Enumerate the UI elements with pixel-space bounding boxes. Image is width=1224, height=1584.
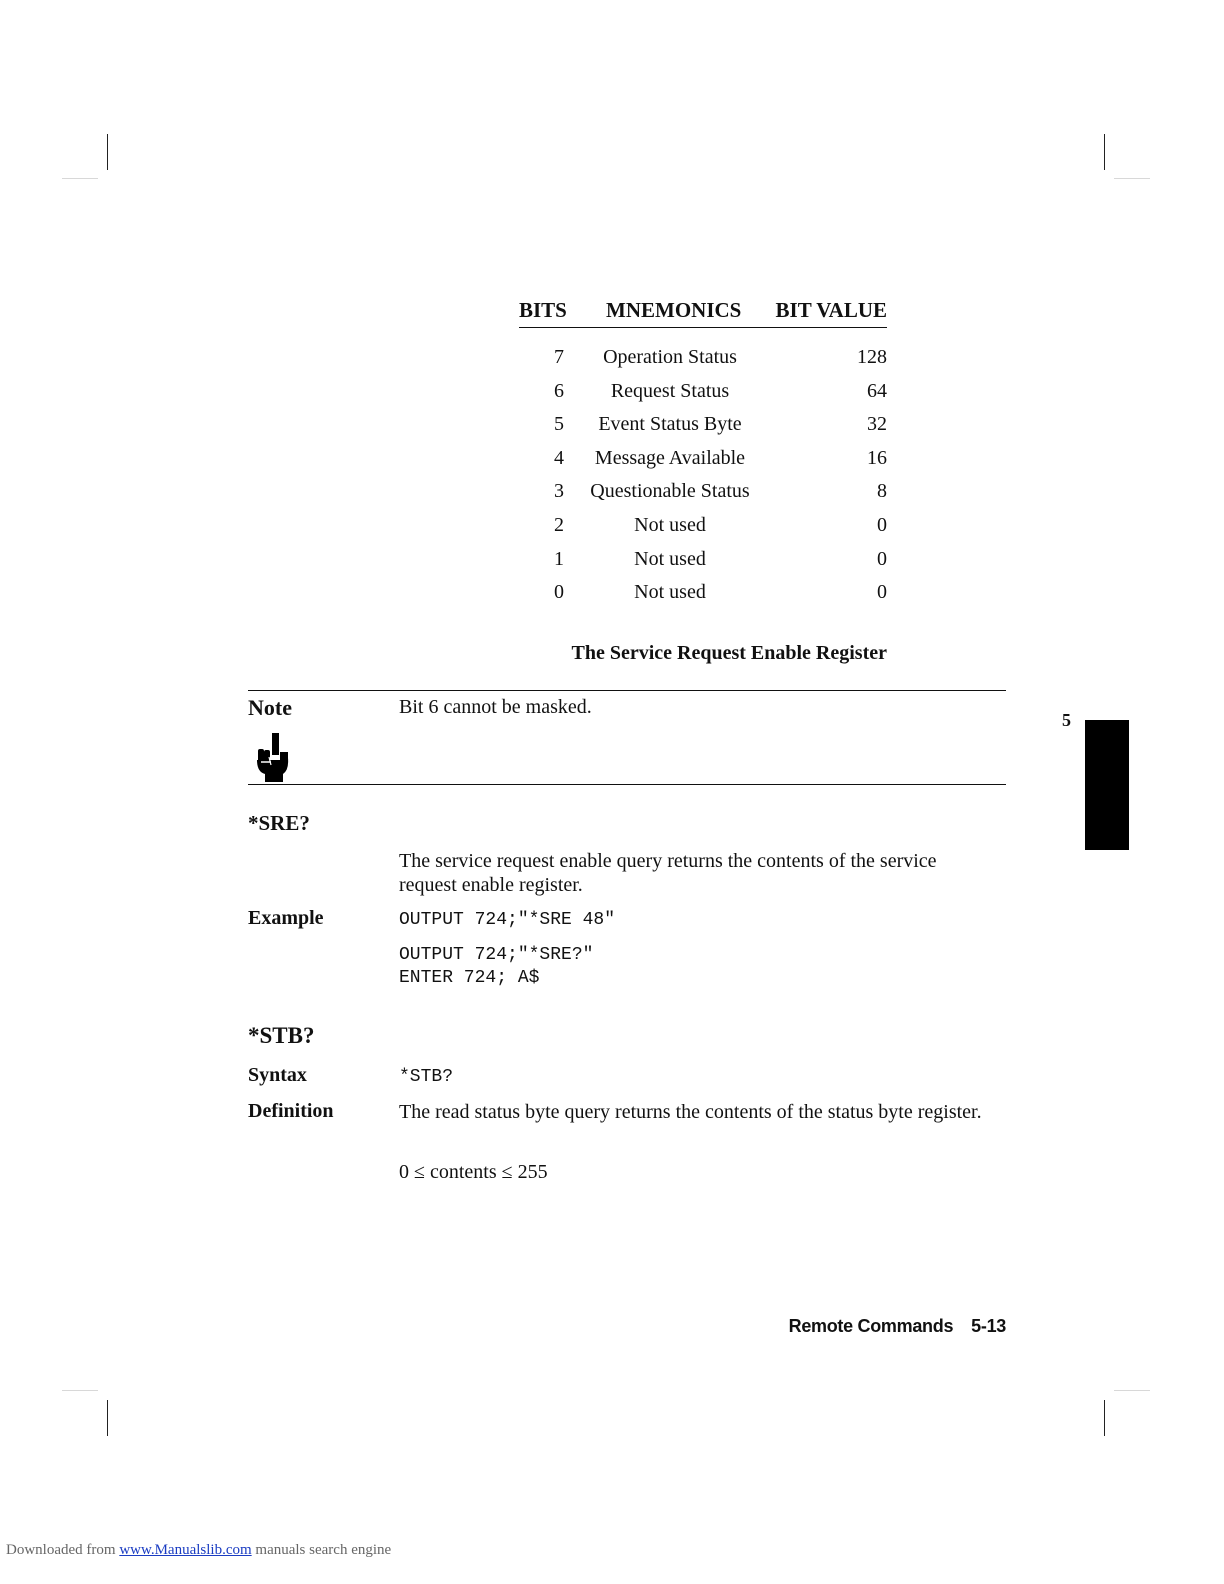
example-label: Example <box>248 907 324 929</box>
note-label: Note <box>248 695 292 720</box>
table-row <box>519 510 887 544</box>
crop-mark-bottom-right-h <box>1114 1390 1150 1391</box>
cell-value: 0 <box>877 513 887 536</box>
example-line-1: OUTPUT 724;"*SRE 48" <box>399 910 616 930</box>
crop-mark-bottom-left <box>107 1400 108 1436</box>
crop-mark-top-right-h <box>1114 178 1150 179</box>
footer-section: Remote Commands <box>788 1316 954 1336</box>
syntax-value: *STB? <box>399 1067 454 1087</box>
chapter-tab-number: 5 <box>1062 710 1071 730</box>
header-bit-value: BIT VALUE <box>775 298 887 322</box>
cell-bit: 4 <box>554 446 564 469</box>
bit-table <box>519 296 887 611</box>
cell-value: 0 <box>877 581 887 604</box>
crop-mark-bottom-left-h <box>62 1390 98 1391</box>
syntax-label: Syntax <box>248 1064 307 1086</box>
cell-bit: 1 <box>554 547 564 570</box>
chapter-tab-marker <box>1085 720 1129 850</box>
cell-value: 32 <box>867 413 887 436</box>
crop-mark-bottom-right <box>1104 1400 1105 1436</box>
definition-text: The read status byte query returns the contents of the status byte register. <box>399 1101 982 1123</box>
cell-value: 8 <box>877 480 887 503</box>
manualslib-link[interactable]: www.Manualslib.com <box>119 1542 252 1558</box>
note-top-rule <box>248 690 1006 691</box>
cell-mnemonic: Not used <box>634 513 706 536</box>
header-mnemonics: MNEMONICS <box>606 298 742 322</box>
cell-value: 64 <box>867 379 887 402</box>
table-body <box>519 328 887 611</box>
note-text: Bit 6 cannot be masked. <box>399 696 592 718</box>
stb-heading: *STB? <box>248 1023 315 1048</box>
download-prefix: Downloaded from <box>6 1542 120 1558</box>
cell-bit: 7 <box>554 346 564 368</box>
table-row <box>519 476 887 510</box>
table-row <box>519 544 887 578</box>
cell-bit: 3 <box>554 480 564 503</box>
header-bits: BITS <box>519 298 567 322</box>
cell-mnemonic: Request Status <box>610 379 730 402</box>
cell-bit: 0 <box>554 581 564 604</box>
table-row <box>519 443 887 477</box>
definition-label: Definition <box>248 1100 334 1122</box>
cell-bit: 6 <box>554 379 564 402</box>
crop-mark-top-left-h <box>62 178 98 179</box>
cell-mnemonic: Not used <box>634 547 706 570</box>
table-header <box>519 296 887 328</box>
sre-description: The service request enable query returns the contents of the service request enable register. <box>399 850 937 896</box>
cell-mnemonic: Not used <box>634 581 706 604</box>
sre-heading: *SRE? <box>248 811 310 835</box>
cell-mnemonic: Questionable Status <box>590 480 750 503</box>
crop-mark-top-left <box>107 134 108 170</box>
table-row <box>519 577 887 611</box>
note-bottom-rule <box>248 784 1006 785</box>
table-caption: The Service Request Enable Register <box>571 642 887 664</box>
cell-value: 16 <box>867 446 887 469</box>
cell-mnemonic: Operation Status <box>603 346 737 368</box>
example-line-2: OUTPUT 724;"*SRE?" <box>399 945 594 965</box>
page-footer <box>789 1316 1006 1337</box>
table-row <box>519 409 887 443</box>
footer-page-number: 5-13 <box>971 1316 1006 1336</box>
table-row <box>519 342 887 376</box>
cell-mnemonic: Message Available <box>594 446 746 469</box>
contents-range: 0 ≤ contents ≤ 255 <box>399 1161 548 1183</box>
cell-value: 128 <box>857 346 887 368</box>
cell-bit: 2 <box>554 513 564 536</box>
download-note <box>6 1542 391 1559</box>
download-suffix: manuals search engine <box>251 1542 392 1558</box>
crop-mark-top-right <box>1104 134 1105 170</box>
table-row <box>519 376 887 410</box>
pointing-hand-icon <box>255 732 291 784</box>
cell-bit: 5 <box>554 413 564 436</box>
example-line-3: ENTER 724; A$ <box>399 968 540 988</box>
cell-mnemonic: Event Status Byte <box>598 413 742 436</box>
cell-value: 0 <box>877 547 887 570</box>
